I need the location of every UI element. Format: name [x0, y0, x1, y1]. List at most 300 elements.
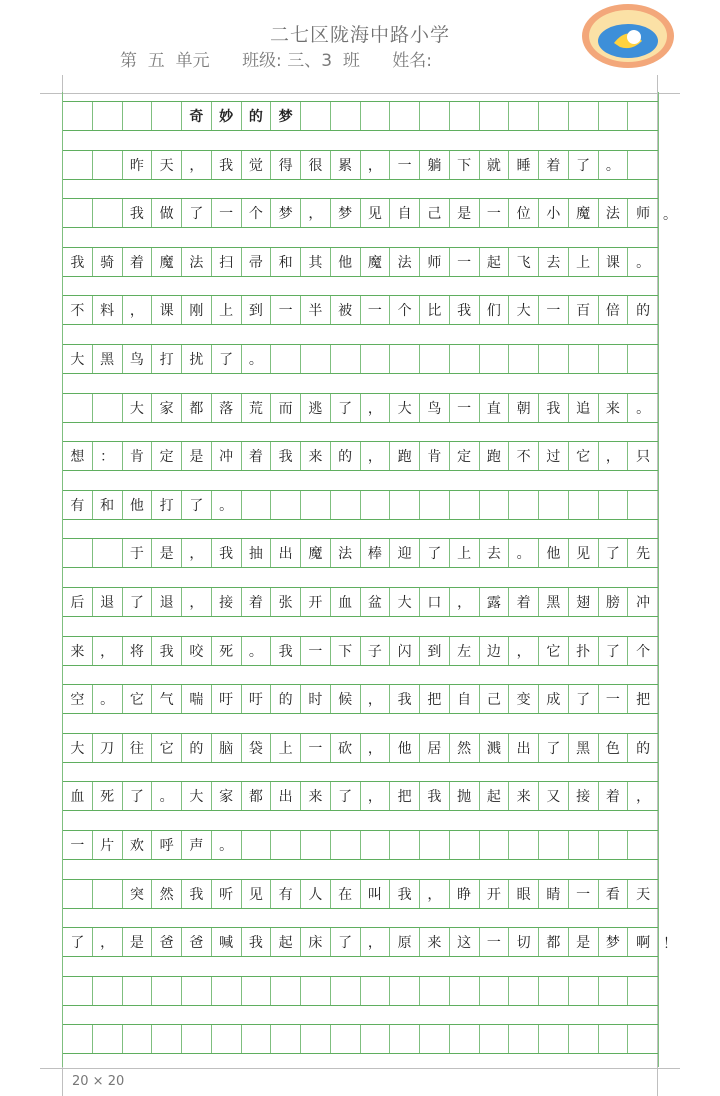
- grid-cell: 我: [420, 782, 450, 810]
- grid-cell: 鸟: [123, 345, 153, 373]
- grid-cell: 半: [301, 296, 331, 324]
- grid-cell: 它: [152, 734, 182, 762]
- grid-cell: 有: [271, 880, 301, 908]
- grid-size-label: 20 × 20: [72, 1074, 125, 1089]
- grid-row: [63, 587, 658, 617]
- grid-cell: [599, 831, 629, 859]
- grid-cell: ，: [361, 685, 391, 713]
- grid-cell: [212, 977, 242, 1005]
- grid-cell: [539, 102, 569, 130]
- grid-cell: 它: [569, 442, 599, 470]
- grid-cell: [182, 1025, 212, 1053]
- grid-cell: 冲: [212, 442, 242, 470]
- grid-cell: 。: [212, 831, 242, 859]
- grid-cell: 叫: [361, 880, 391, 908]
- grid-cell: 片: [93, 831, 123, 859]
- grid-cell: 眼: [509, 880, 539, 908]
- grid-cell: 先: [636, 546, 651, 563]
- grid-cell: [271, 1025, 301, 1053]
- grid-cell: [331, 345, 361, 373]
- grid-cell: [628, 977, 658, 1005]
- grid-cell: 到: [242, 296, 272, 324]
- grid-cell: 他: [331, 248, 361, 276]
- grid-row: [63, 879, 658, 909]
- grid-cell: 想: [63, 442, 93, 470]
- grid-cell: 大: [509, 296, 539, 324]
- grid-cell: 了: [331, 928, 361, 956]
- grid-cell: 睛: [539, 880, 569, 908]
- grid-cell: 呼: [152, 831, 182, 859]
- grid-cell: 原: [390, 928, 420, 956]
- grid-cell: [271, 831, 301, 859]
- grid-cell: 将: [123, 637, 153, 665]
- grid-cell: 课: [152, 296, 182, 324]
- grid-cell: 其: [301, 248, 331, 276]
- grid-cell: 打: [152, 345, 182, 373]
- grid-cell: 不: [509, 442, 539, 470]
- grid-cell: [509, 977, 539, 1005]
- grid-row: [63, 781, 658, 811]
- grid-cell: 抛: [450, 782, 480, 810]
- grid-cell: 师: [420, 248, 450, 276]
- grid-cell: ，: [93, 637, 123, 665]
- grid-cell: [509, 102, 539, 130]
- grid-cell: 朝: [509, 394, 539, 422]
- grid-cell: 他: [539, 539, 569, 567]
- grid-cell: 吁: [212, 685, 242, 713]
- grid-cell: [420, 345, 450, 373]
- grid-cell: 有: [63, 491, 93, 519]
- overflow-punctuation: 。: [663, 207, 677, 224]
- grid-cell: 躺: [420, 151, 450, 179]
- grid-cell: 小: [539, 199, 569, 227]
- grid-cell: [301, 345, 331, 373]
- grid-cell: 倍: [599, 296, 629, 324]
- grid-cell: 是: [152, 539, 182, 567]
- grid-cell: 我: [123, 199, 153, 227]
- grid-cell: 一: [301, 734, 331, 762]
- grid-cell: 后: [63, 588, 93, 616]
- grid-cell: 上: [212, 296, 242, 324]
- grid-cell: 家: [212, 782, 242, 810]
- grid-cell: 和: [93, 491, 123, 519]
- grid-cell: [480, 491, 510, 519]
- grid-cell: [123, 1025, 153, 1053]
- grid-row: [63, 247, 658, 277]
- grid-cell: [390, 102, 420, 130]
- grid-cell: 突: [123, 880, 153, 908]
- grid-cell: [569, 831, 599, 859]
- grid-cell: [599, 345, 629, 373]
- grid-cell: 大: [63, 734, 93, 762]
- grid-cell: 这: [450, 928, 480, 956]
- grid-cell: 在: [331, 880, 361, 908]
- grid-cell: 妙: [212, 102, 242, 130]
- grid-cell: 了: [599, 637, 629, 665]
- grid-cell: [331, 831, 361, 859]
- grid-cell: 见: [242, 880, 272, 908]
- grid-cell: 的: [242, 102, 272, 130]
- grid-cell: 位: [509, 199, 539, 227]
- grid-cell: 来: [301, 442, 331, 470]
- grid-cell: [420, 102, 450, 130]
- grid-cell: 大: [63, 345, 93, 373]
- grid-cell: 的: [182, 734, 212, 762]
- grid-cell: 口: [420, 588, 450, 616]
- grid-cell: [152, 1025, 182, 1053]
- grid-cell: 气: [152, 685, 182, 713]
- grid-row: [63, 490, 658, 520]
- grid-cell: 了: [182, 199, 212, 227]
- grid-cell: [628, 491, 658, 519]
- grid-cell: 和: [271, 248, 301, 276]
- grid-cell: 个: [390, 296, 420, 324]
- grid-cell: ，: [599, 442, 629, 470]
- grid-cell: 看: [599, 880, 629, 908]
- grid-cell: 扰: [182, 345, 212, 373]
- grid-cell: ：: [93, 442, 123, 470]
- grid-cell: 己: [420, 199, 450, 227]
- grid-cell: 时: [301, 685, 331, 713]
- grid-cell: 刚: [182, 296, 212, 324]
- grid-row: [63, 295, 658, 325]
- grid-cell: 着: [599, 782, 629, 810]
- grid-cell: 啊: [636, 935, 651, 952]
- grid-cell: 我: [271, 442, 301, 470]
- grid-cell: ，: [361, 394, 391, 422]
- grid-cell: [539, 1025, 569, 1053]
- grid-cell: [539, 345, 569, 373]
- grid-cell: 一: [390, 151, 420, 179]
- grid-cell: [509, 1025, 539, 1053]
- grid-cell: ，: [93, 928, 123, 956]
- grid-cell: 开: [480, 880, 510, 908]
- grid-cell: 候: [331, 685, 361, 713]
- grid-cell: 一: [361, 296, 391, 324]
- grid-cell: 来: [63, 637, 93, 665]
- grid-cell: 闪: [390, 637, 420, 665]
- grid-cell: ，: [182, 588, 212, 616]
- grid-cell: [361, 1025, 391, 1053]
- grid-cell: [480, 102, 510, 130]
- grid-cell: 肯: [123, 442, 153, 470]
- grid-cell: 下: [331, 637, 361, 665]
- grid-cell: [569, 491, 599, 519]
- grid-cell: [271, 345, 301, 373]
- grid-cell: 个: [242, 199, 272, 227]
- grid-cell: ，: [123, 296, 153, 324]
- grid-cell: 接: [569, 782, 599, 810]
- grid-cell: [93, 394, 123, 422]
- grid-cell: 喘: [182, 685, 212, 713]
- grid-cell: 自: [390, 199, 420, 227]
- grid-cell: 迎: [390, 539, 420, 567]
- grid-cell: 去: [480, 539, 510, 567]
- grid-cell: 了: [599, 539, 629, 567]
- grid-cell: 自: [450, 685, 480, 713]
- grid-cell: ，: [420, 880, 450, 908]
- grid-cell: 。: [212, 491, 242, 519]
- grid-cell: 起: [480, 248, 510, 276]
- grid-cell: 睁: [450, 880, 480, 908]
- grid-cell: 出: [271, 782, 301, 810]
- grid-cell: 去: [539, 248, 569, 276]
- grid-cell: 大: [390, 394, 420, 422]
- grid-cell: 黑: [569, 734, 599, 762]
- grid-cell: [599, 102, 629, 130]
- grid-cell: 我: [212, 151, 242, 179]
- grid-cell: 魔: [152, 248, 182, 276]
- grid-cell: 家: [152, 394, 182, 422]
- grid-cell: 一: [63, 831, 93, 859]
- grid-cell: [480, 977, 510, 1005]
- grid-cell: 跑: [480, 442, 510, 470]
- grid-cell: [361, 491, 391, 519]
- grid-cell: [331, 1025, 361, 1053]
- grid-cell: [450, 977, 480, 1005]
- grid-cell: 梦: [271, 102, 301, 130]
- grid-cell: [93, 880, 123, 908]
- grid-cell: 天: [152, 151, 182, 179]
- grid-cell: ，: [361, 928, 391, 956]
- grid-cell: [628, 1025, 658, 1053]
- grid-cell: 子: [361, 637, 391, 665]
- grid-cell: 大: [390, 588, 420, 616]
- grid-cell: 扫: [212, 248, 242, 276]
- grid-row: [63, 150, 658, 180]
- grid-cell: [301, 831, 331, 859]
- grid-cell: 死: [212, 637, 242, 665]
- grid-cell: 肯: [420, 442, 450, 470]
- grid-cell: 盆: [361, 588, 391, 616]
- grid-cell: 了: [420, 539, 450, 567]
- grid-cell: 把: [636, 692, 651, 709]
- grid-cell: 它: [123, 685, 153, 713]
- grid-cell: 一: [450, 248, 480, 276]
- grid-cell: 是: [450, 199, 480, 227]
- grid-cell: 退: [152, 588, 182, 616]
- grid-cell: [361, 102, 391, 130]
- grid-cell: 上: [569, 248, 599, 276]
- grid-cell: [63, 977, 93, 1005]
- grid-cell: 了: [123, 588, 153, 616]
- grid-cell: 见: [569, 539, 599, 567]
- grid-row: [63, 198, 658, 228]
- grid-cell: [599, 491, 629, 519]
- grid-cell: [331, 102, 361, 130]
- grid-cell: 死: [93, 782, 123, 810]
- grid-cell: 来: [599, 394, 629, 422]
- grid-cell: 我: [271, 637, 301, 665]
- grid-cell: [301, 491, 331, 519]
- grid-cell: 了: [569, 685, 599, 713]
- grid-cell: 定: [450, 442, 480, 470]
- grid-cell: ，: [361, 151, 391, 179]
- grid-cell: 把: [390, 782, 420, 810]
- grid-cell: 下: [450, 151, 480, 179]
- grid-cell: 。: [93, 685, 123, 713]
- grid-cell: [271, 977, 301, 1005]
- grid-cell: 魔: [361, 248, 391, 276]
- grid-cell: [480, 1025, 510, 1053]
- grid-cell: 见: [361, 199, 391, 227]
- grid-cell: 一: [599, 685, 629, 713]
- grid-row: [63, 538, 658, 568]
- grid-cell: 落: [212, 394, 242, 422]
- grid-row: [63, 684, 658, 714]
- grid-cell: 着: [123, 248, 153, 276]
- grid-cell: 法: [390, 248, 420, 276]
- grid-cell: [509, 491, 539, 519]
- grid-cell: 一: [569, 880, 599, 908]
- grid-cell: 己: [480, 685, 510, 713]
- grid-cell: [569, 1025, 599, 1053]
- grid-cell: 着: [539, 151, 569, 179]
- grid-cell: [420, 1025, 450, 1053]
- grid-cell: [63, 199, 93, 227]
- grid-cell: 爸: [182, 928, 212, 956]
- grid-cell: [93, 199, 123, 227]
- grid-cell: 梦: [331, 199, 361, 227]
- grid-cell: 到: [420, 637, 450, 665]
- grid-cell: [361, 977, 391, 1005]
- grid-cell: [390, 831, 420, 859]
- grid-cell: 冲: [636, 595, 651, 611]
- grid-cell: [450, 1025, 480, 1053]
- grid-cell: [628, 345, 658, 373]
- grid-cell: 昨: [123, 151, 153, 179]
- grid-cell: 。: [599, 151, 629, 179]
- grid-cell: 了: [212, 345, 242, 373]
- grid-cell: 一: [480, 928, 510, 956]
- grid-cell: [152, 977, 182, 1005]
- grid-cell: 。: [636, 254, 651, 271]
- grid-cell: [242, 977, 272, 1005]
- grid-cell: ，: [182, 151, 212, 179]
- grid-cell: 膀: [599, 588, 629, 616]
- grid-cell: 溅: [480, 734, 510, 762]
- grid-cell: 一: [212, 199, 242, 227]
- grid-cell: ，: [182, 539, 212, 567]
- grid-cell: 睡: [509, 151, 539, 179]
- grid-cell: 的: [271, 685, 301, 713]
- grid-row: [63, 733, 658, 763]
- grid-cell: 出: [509, 734, 539, 762]
- grid-cell: [539, 491, 569, 519]
- grid-cell: [480, 831, 510, 859]
- grid-cell: 是: [123, 928, 153, 956]
- grid-cell: 左: [450, 637, 480, 665]
- grid-cell: 棒: [361, 539, 391, 567]
- grid-cell: 了: [569, 151, 599, 179]
- grid-cell: 帚: [242, 248, 272, 276]
- grid-cell: 了: [539, 734, 569, 762]
- grid-cell: 。: [242, 345, 272, 373]
- school-name: 二七区陇海中路小学: [269, 24, 450, 46]
- grid-cell: 百: [569, 296, 599, 324]
- grid-cell: 奇: [182, 102, 212, 130]
- grid-row: [63, 927, 658, 957]
- grid-cell: ，: [301, 199, 331, 227]
- grid-cell: 定: [152, 442, 182, 470]
- grid-cell: 刀: [93, 734, 123, 762]
- grid-row: [63, 830, 658, 860]
- grid-cell: 大: [182, 782, 212, 810]
- grid-cell: 边: [480, 637, 510, 665]
- grid-cell: 吁: [242, 685, 272, 713]
- grid-cell: 张: [271, 588, 301, 616]
- grid-cell: 们: [480, 296, 510, 324]
- grid-cell: 往: [123, 734, 153, 762]
- grid-cell: 我: [390, 685, 420, 713]
- grid-cell: [93, 151, 123, 179]
- grid-cell: 的: [636, 303, 651, 320]
- grid-cell: [271, 491, 301, 519]
- grid-cell: 。: [152, 782, 182, 810]
- grid-cell: [123, 977, 153, 1005]
- grid-cell: 逃: [301, 394, 331, 422]
- grid-cell: 我: [63, 248, 93, 276]
- grid-cell: [242, 491, 272, 519]
- grid-cell: [63, 151, 93, 179]
- writing-grid: [62, 92, 677, 1067]
- grid-cell: 累: [331, 151, 361, 179]
- grid-cell: 开: [301, 588, 331, 616]
- grid-cell: 只: [636, 449, 651, 466]
- grid-row: [63, 976, 658, 1006]
- grid-cell: [93, 977, 123, 1005]
- grid-cell: 欢: [123, 831, 153, 859]
- grid-cell: 法: [331, 539, 361, 567]
- grid-cell: 上: [450, 539, 480, 567]
- grid-cell: 一: [301, 637, 331, 665]
- grid-cell: 个: [636, 643, 651, 660]
- grid-cell: 课: [599, 248, 629, 276]
- grid-cell: 梦: [271, 199, 301, 227]
- grid-cell: 又: [539, 782, 569, 810]
- grid-cell: [63, 539, 93, 567]
- grid-cell: 脑: [212, 734, 242, 762]
- grid-cell: 床: [301, 928, 331, 956]
- grid-cell: [301, 977, 331, 1005]
- grid-cell: [63, 102, 93, 130]
- grid-cell: [509, 831, 539, 859]
- grid-cell: 。: [636, 400, 651, 417]
- grid-cell: 都: [182, 394, 212, 422]
- grid-cell: [63, 880, 93, 908]
- grid-cell: 天: [636, 886, 651, 903]
- meta-line: [120, 46, 432, 71]
- grid-cell: 居: [420, 734, 450, 762]
- grid-cell: [93, 102, 123, 130]
- grid-cell: [242, 1025, 272, 1053]
- grid-cell: [480, 345, 510, 373]
- grid-cell: 我: [152, 637, 182, 665]
- grid-cell: 法: [599, 199, 629, 227]
- grid-cell: 了: [182, 491, 212, 519]
- grid-cell: [390, 345, 420, 373]
- grid-cell: 血: [63, 782, 93, 810]
- grid-cell: 爸: [152, 928, 182, 956]
- grid-cell: 空: [63, 685, 93, 713]
- grid-cell: [450, 102, 480, 130]
- grid-cell: 声: [182, 831, 212, 859]
- grid-cell: 黑: [539, 588, 569, 616]
- grid-cell: [450, 345, 480, 373]
- grid-cell: [420, 491, 450, 519]
- grid-cell: 退: [93, 588, 123, 616]
- grid-cell: 露: [480, 588, 510, 616]
